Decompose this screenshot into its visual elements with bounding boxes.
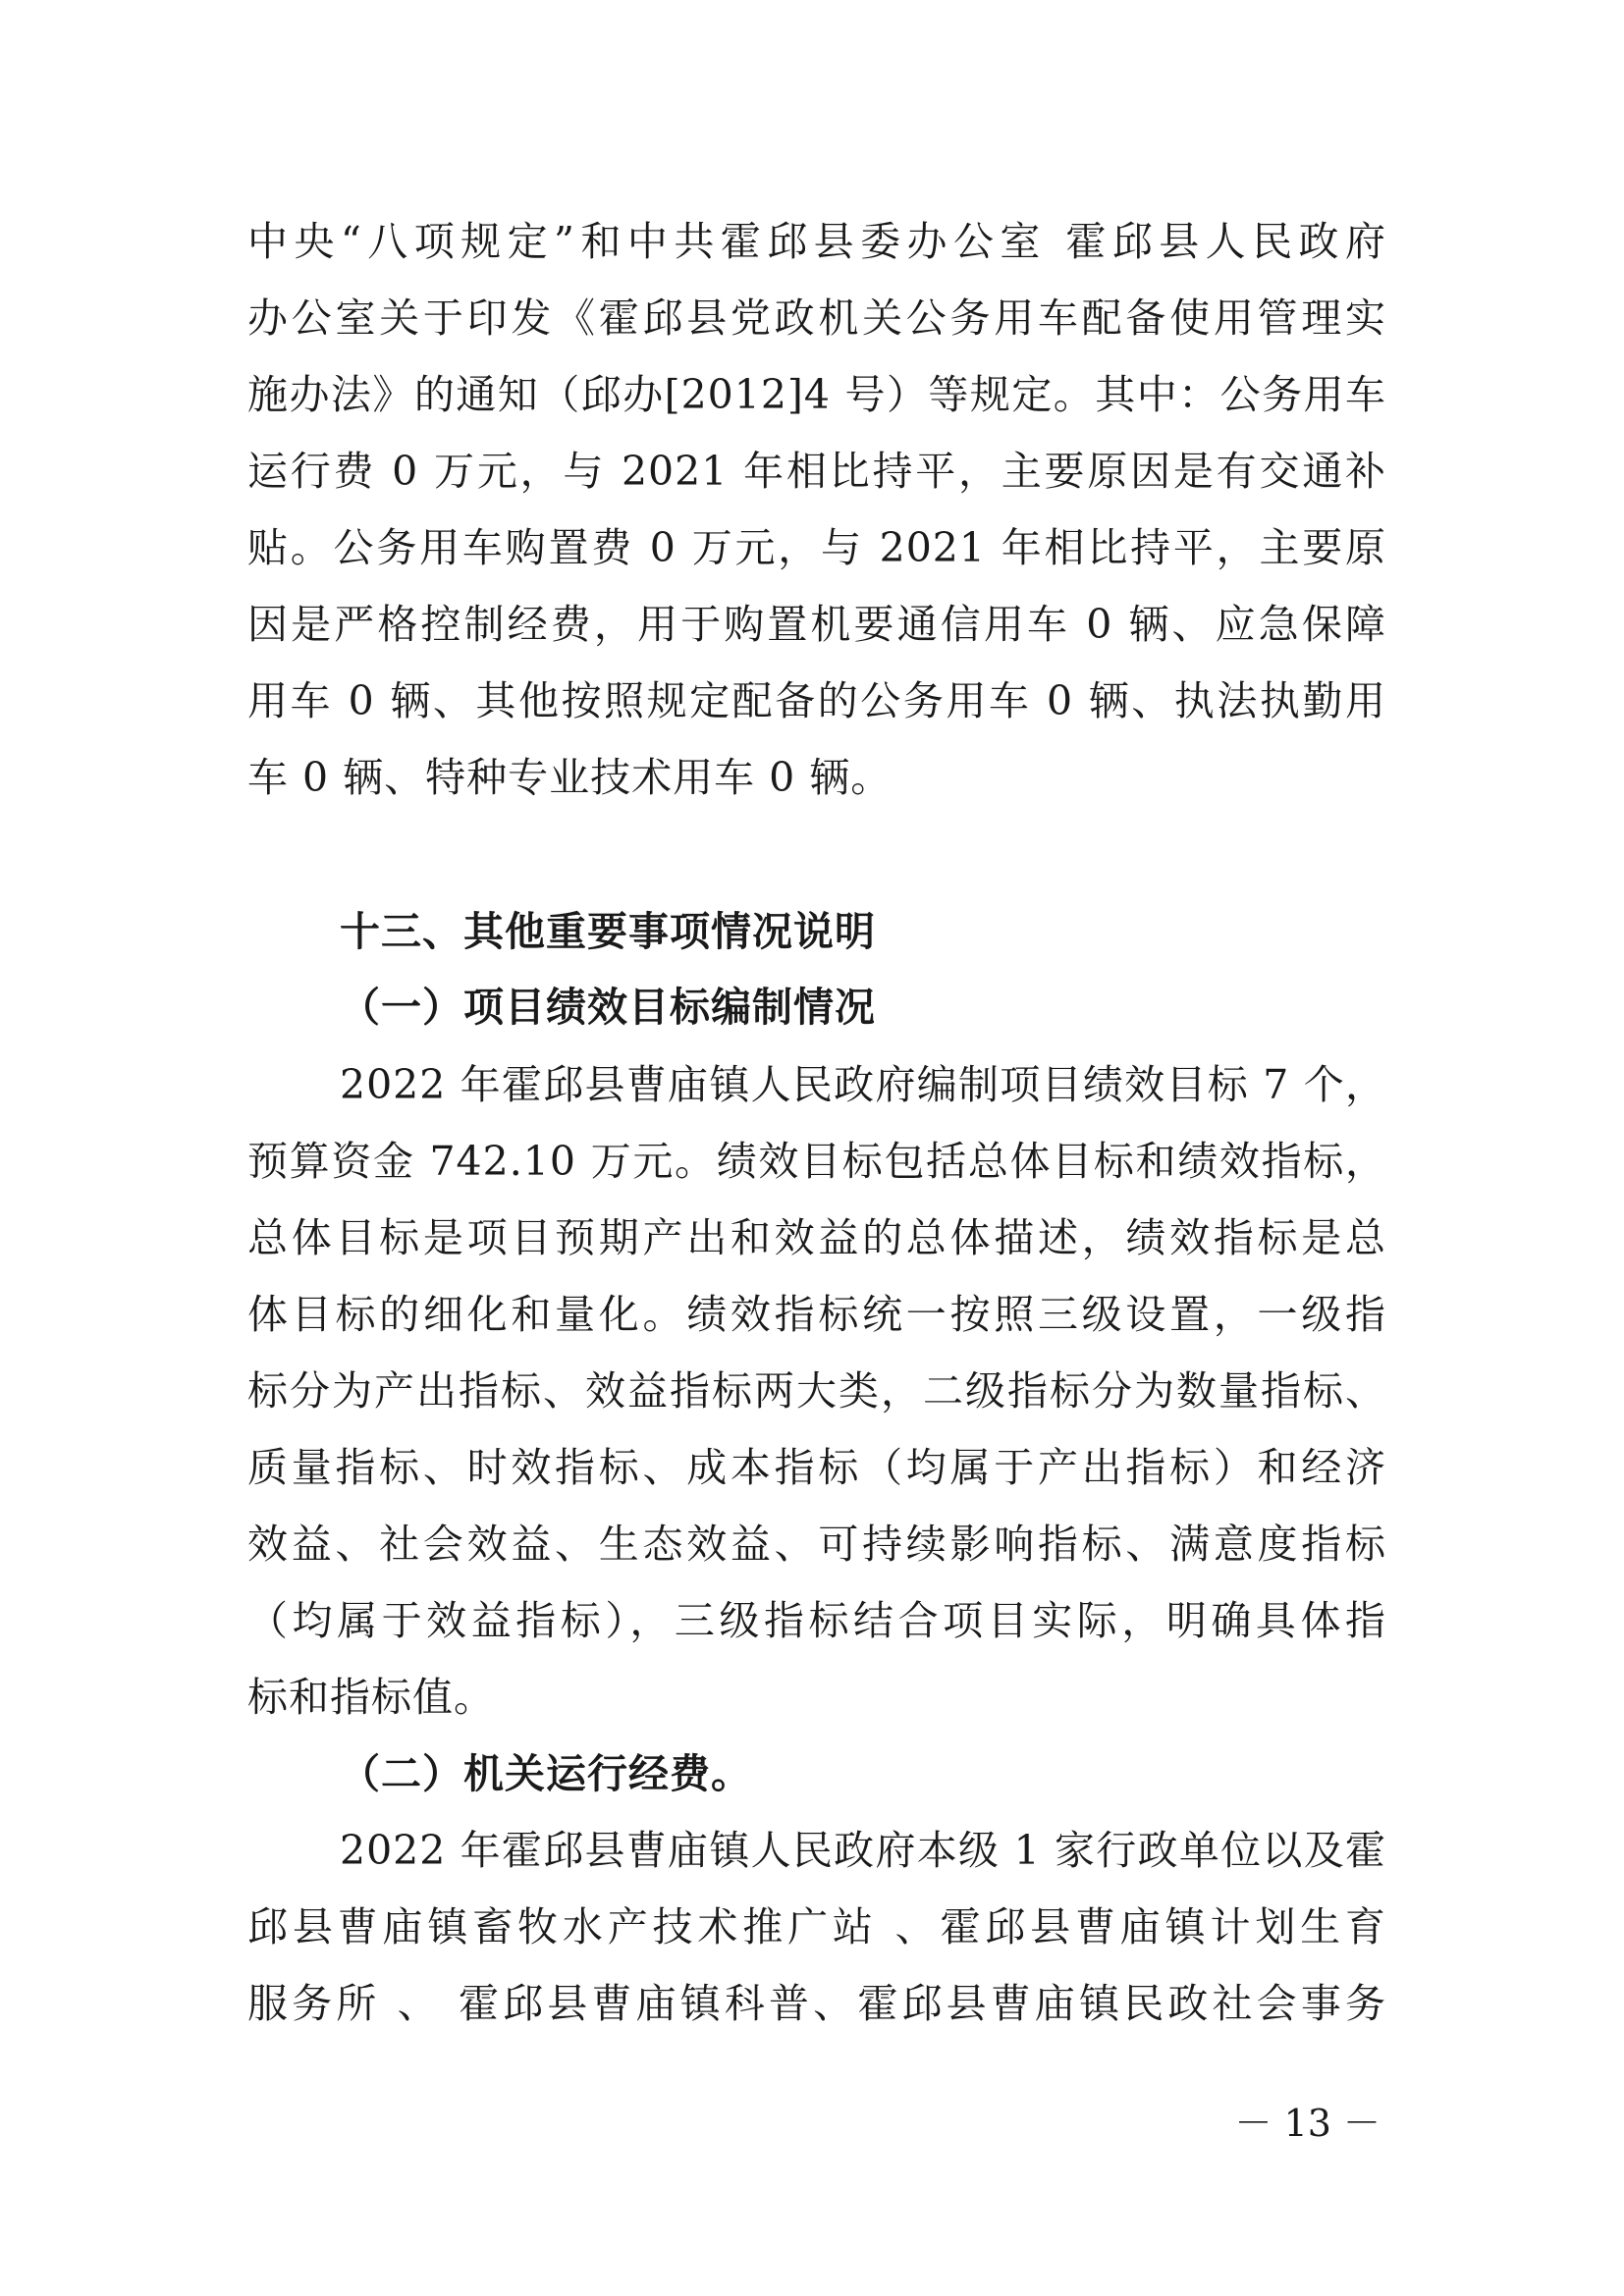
page-number: － 13 － (1234, 2102, 1380, 2145)
sub-heading-2: （二）机关运行经费。 (340, 1750, 752, 1797)
body-line: 车 0 辆、特种专业技术用车 0 辆。 (247, 754, 893, 801)
body-line: 贴。公务用车购置费 0 万元，与 2021 年相比持平，主要原 (247, 524, 1386, 571)
body-line: 邱县曹庙镇畜牧水产技术推广站 、霍邱县曹庙镇计划生育 (247, 1903, 1386, 1950)
body-line: 服务所 、 霍邱县曹庙镇科普、霍邱县曹庙镇民政社会事务 (247, 1980, 1386, 2027)
body-line: 效益、社会效益、生态效益、可持续影响指标、满意度指标 (247, 1521, 1386, 1568)
body-line: 中央“八项规定”和中共霍邱县委办公室 霍邱县人民政府 (247, 218, 1386, 265)
body-line: 预算资金 742.10 万元。绩效目标包括总体目标和绩效指标， (247, 1138, 1386, 1185)
body-line: 因是严格控制经费，用于购置机要通信用车 0 辆、应急保障 (247, 601, 1386, 648)
body-line: 体目标的细化和量化。绩效指标统一按照三级设置，一级指 (247, 1291, 1386, 1338)
body-line: 办公室关于印发《霍邱县党政机关公务用车配备使用管理实 (247, 294, 1386, 342)
body-line: 标和指标值。 (247, 1674, 495, 1721)
body-line: 运行费 0 万元，与 2021 年相比持平，主要原因是有交通补 (247, 448, 1386, 495)
body-line: 施办法》的通知（邱办[2012]4 号）等规定。其中：公务用车 (247, 371, 1386, 418)
body-line: 2022 年霍邱县曹庙镇人民政府本级 1 家行政单位以及霍 (340, 1827, 1386, 1874)
body-line: 总体目标是项目预期产出和效益的总体描述，绩效指标是总 (247, 1214, 1386, 1261)
body-line: （均属于效益指标），三级指标结合项目实际，明确具体指 (247, 1597, 1386, 1644)
body-line: 2022 年霍邱县曹庙镇人民政府编制项目绩效目标 7 个， (340, 1061, 1386, 1108)
body-line: 用车 0 辆、其他按照规定配备的公务用车 0 辆、执法执勤用 (247, 677, 1386, 724)
section-heading: 十三、其他重要事项情况说明 (340, 908, 876, 955)
body-line: 标分为产出指标、效益指标两大类，二级指标分为数量指标、 (247, 1367, 1386, 1415)
body-line: 质量指标、时效指标、成本指标（均属于产出指标）和经济 (247, 1444, 1386, 1491)
sub-heading-1: （一）项目绩效目标编制情况 (340, 984, 876, 1031)
